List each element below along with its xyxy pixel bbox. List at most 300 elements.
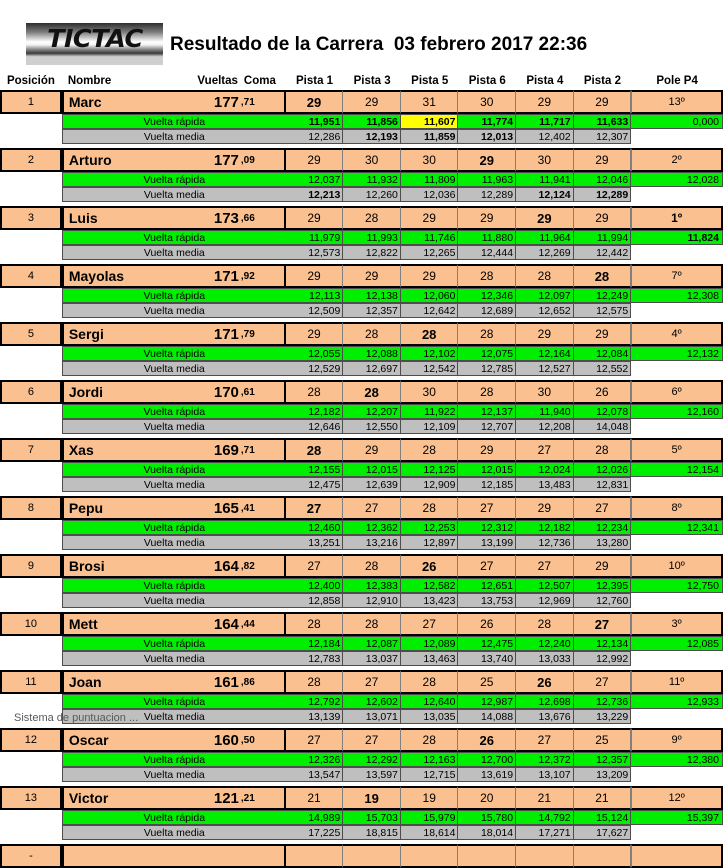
- fastest-lap-pole-cell: 12,308: [631, 288, 723, 303]
- fastest-lap-cell: 12,507: [516, 578, 574, 593]
- track-laps-cell: 28: [458, 380, 516, 404]
- fastest-lap-cell: 11,880: [458, 230, 516, 245]
- fastest-lap-cell: 12,024: [516, 462, 574, 477]
- laps-cell: 171: [176, 264, 240, 288]
- fastest-lap-label: Vuelta rápida: [62, 520, 286, 535]
- average-lap-row: [0, 245, 723, 260]
- average-lap-pole-cell: [631, 825, 723, 840]
- track-laps-cell: 20: [458, 786, 516, 810]
- average-lap-cell: 12,509: [286, 303, 344, 318]
- average-lap-cell: 12,785: [458, 361, 516, 376]
- track-laps-cell: 31: [401, 90, 459, 114]
- track-laps-cell: 30: [458, 90, 516, 114]
- fastest-lap-row: [0, 404, 723, 419]
- average-lap-row: [0, 651, 723, 666]
- laps-cell: 161: [176, 670, 240, 694]
- average-lap-cell: 17,627: [574, 825, 632, 840]
- fastest-lap-label: Vuelta rápida: [62, 462, 286, 477]
- average-lap-cell: 12,689: [458, 303, 516, 318]
- average-lap-cell: 12,475: [286, 477, 344, 492]
- track-laps-cell: 29: [458, 148, 516, 172]
- fastest-lap-cell: 12,155: [286, 462, 344, 477]
- fastest-lap-cell: 11,979: [286, 230, 344, 245]
- average-lap-cell: 12,652: [516, 303, 574, 318]
- track-laps-cell: 28: [574, 264, 632, 288]
- average-lap-cell: 12,527: [516, 361, 574, 376]
- fastest-lap-cell: 11,941: [516, 172, 574, 187]
- average-lap-cell: 12,642: [401, 303, 459, 318]
- fastest-lap-cell: 12,651: [458, 578, 516, 593]
- average-lap-cell: 13,619: [458, 767, 516, 782]
- track-laps-cell: 29: [574, 206, 632, 230]
- fastest-lap-label: Vuelta rápida: [62, 288, 286, 303]
- fastest-lap-cell: 14,989: [286, 810, 344, 825]
- laps-cell: 170: [176, 380, 240, 404]
- track-laps-cell: 29: [401, 264, 459, 288]
- fastest-lap-cell: 12,060: [401, 288, 459, 303]
- spacer-cell: [0, 477, 62, 492]
- average-lap-row: [0, 419, 723, 434]
- driver-name-cell: Mett: [62, 612, 176, 636]
- track-laps-cell: 28: [343, 554, 401, 578]
- coma-cell: ,66: [240, 206, 286, 230]
- fastest-lap-cell: 12,240: [516, 636, 574, 651]
- average-lap-cell: 12,442: [574, 245, 632, 260]
- driver-row[interactable]: [0, 90, 723, 114]
- average-lap-row: [0, 361, 723, 376]
- average-lap-pole-cell: [631, 245, 723, 260]
- driver-row[interactable]: [0, 380, 723, 404]
- coma-cell: ,61: [240, 380, 286, 404]
- fastest-lap-cell: 11,993: [343, 230, 401, 245]
- track-laps-cell: 30: [516, 148, 574, 172]
- fastest-lap-pole-cell: 12,380: [631, 752, 723, 767]
- spacer-cell: [0, 303, 62, 318]
- track-laps-cell: 25: [458, 670, 516, 694]
- driver-row[interactable]: [0, 148, 723, 172]
- track-laps-cell: 29: [574, 148, 632, 172]
- average-lap-cell: 12,831: [574, 477, 632, 492]
- fastest-lap-row: [0, 462, 723, 477]
- footer-text: Sistema de puntuacion ...: [14, 712, 139, 724]
- average-lap-cell: 12,286: [286, 129, 344, 144]
- track-laps-cell: 28: [458, 264, 516, 288]
- fastest-lap-cell: 12,207: [343, 404, 401, 419]
- laps-cell: 173: [176, 206, 240, 230]
- spacer-cell: [0, 230, 62, 245]
- fastest-lap-cell: 12,113: [286, 288, 344, 303]
- fastest-lap-label: Vuelta rápida: [62, 230, 286, 245]
- average-lap-row: [0, 303, 723, 318]
- average-lap-cell: 14,088: [458, 709, 516, 724]
- logo-text: TICTAC: [46, 24, 143, 53]
- average-lap-pole-cell: [631, 593, 723, 608]
- fastest-lap-label: Vuelta rápida: [62, 752, 286, 767]
- track-laps-cell: 26: [401, 554, 459, 578]
- driver-name-cell: Jordi: [62, 380, 176, 404]
- spacer-cell: [0, 288, 62, 303]
- driver-row[interactable]: [0, 206, 723, 230]
- track-laps-cell: 29: [343, 90, 401, 114]
- fastest-lap-cell: 12,182: [286, 404, 344, 419]
- column-header-posicion: Posición: [0, 72, 62, 90]
- fastest-lap-cell: 12,372: [516, 752, 574, 767]
- track-laps-cell: 30: [343, 148, 401, 172]
- coma-cell: ,44: [240, 612, 286, 636]
- average-lap-cell: 12,992: [574, 651, 632, 666]
- average-lap-cell: 12,269: [516, 245, 574, 260]
- coma-cell: ,09: [240, 148, 286, 172]
- fastest-lap-pole-cell: 0,000: [631, 114, 723, 129]
- driver-row[interactable]: [0, 670, 723, 694]
- average-lap-cell: 12,736: [516, 535, 574, 550]
- fastest-lap-cell: 12,184: [286, 636, 344, 651]
- track-laps-cell: 28: [401, 496, 459, 520]
- driver-name-cell: Joan: [62, 670, 176, 694]
- fastest-lap-pole-cell: 12,933: [631, 694, 723, 709]
- position-cell: -: [0, 844, 62, 868]
- spacer-cell: [0, 346, 62, 361]
- fastest-lap-cell: 12,395: [574, 578, 632, 593]
- spacer-cell: [0, 419, 62, 434]
- fastest-lap-cell: 12,383: [343, 578, 401, 593]
- laps-cell: 177: [176, 148, 240, 172]
- fastest-lap-row: [0, 810, 723, 825]
- fastest-lap-cell: 11,922: [401, 404, 459, 419]
- fastest-lap-cell: 12,125: [401, 462, 459, 477]
- average-lap-cell: 12,715: [401, 767, 459, 782]
- position-cell: 3: [0, 206, 62, 230]
- track-laps-cell: 28: [401, 670, 459, 694]
- average-lap-cell: 12,124: [516, 187, 574, 202]
- fastest-lap-pole-cell: 12,160: [631, 404, 723, 419]
- fastest-lap-label: Vuelta rápida: [62, 404, 286, 419]
- track-laps-cell: 30: [516, 380, 574, 404]
- average-lap-row: [0, 477, 723, 492]
- average-lap-cell: 12,402: [516, 129, 574, 144]
- track-laps-cell: 26: [458, 728, 516, 752]
- driver-row[interactable]: [0, 612, 723, 636]
- track-laps-cell: 28: [286, 612, 344, 636]
- coma-cell: ,79: [240, 322, 286, 346]
- fastest-lap-row: [0, 694, 723, 709]
- column-header-pista-3: Pista 5: [401, 72, 459, 90]
- spacer-cell: [0, 172, 62, 187]
- average-lap-cell: 18,014: [458, 825, 516, 840]
- fastest-lap-cell: 12,078: [574, 404, 632, 419]
- fastest-lap-cell: 12,134: [574, 636, 632, 651]
- average-lap-cell: 12,969: [516, 593, 574, 608]
- fastest-lap-pole-cell: 12,750: [631, 578, 723, 593]
- laps-cell: 164: [176, 554, 240, 578]
- coma-cell: ,41: [240, 496, 286, 520]
- track-laps-cell: 29: [286, 322, 344, 346]
- fastest-lap-cell: 12,460: [286, 520, 344, 535]
- track-laps-cell: 29: [516, 496, 574, 520]
- fastest-lap-cell: 12,182: [516, 520, 574, 535]
- fastest-lap-cell: 12,700: [458, 752, 516, 767]
- average-lap-cell: 12,036: [401, 187, 459, 202]
- track-laps-cell: 28: [343, 612, 401, 636]
- laps-cell: 121: [176, 786, 240, 810]
- track-laps-cell: 29: [286, 264, 344, 288]
- position-cell: 6: [0, 380, 62, 404]
- track-laps-cell: [286, 844, 344, 868]
- track-laps-cell: 27: [516, 554, 574, 578]
- average-lap-cell: 13,107: [516, 767, 574, 782]
- driver-name-cell: Brosi: [62, 554, 176, 578]
- fastest-lap-cell: 14,792: [516, 810, 574, 825]
- laps-cell: 165: [176, 496, 240, 520]
- fastest-lap-row: [0, 752, 723, 767]
- column-header-pista-1: Pista 1: [286, 72, 344, 90]
- spacer-cell: [0, 404, 62, 419]
- average-lap-cell: 12,529: [286, 361, 344, 376]
- fastest-lap-row: [0, 230, 723, 245]
- average-lap-cell: 13,139: [286, 709, 344, 724]
- track-laps-cell: 21: [516, 786, 574, 810]
- average-lap-label: Vuelta media: [62, 651, 286, 666]
- spacer-cell: [0, 129, 62, 144]
- driver-name-cell: Mayolas: [62, 264, 176, 288]
- average-lap-cell: 12,289: [574, 187, 632, 202]
- track-laps-cell: 27: [286, 728, 344, 752]
- average-lap-cell: 18,614: [401, 825, 459, 840]
- average-lap-cell: 12,910: [343, 593, 401, 608]
- fastest-lap-cell: 12,137: [458, 404, 516, 419]
- fastest-lap-cell: 15,979: [401, 810, 459, 825]
- coma-cell: ,21: [240, 786, 286, 810]
- average-lap-cell: 13,740: [458, 651, 516, 666]
- track-laps-cell: 25: [574, 728, 632, 752]
- average-lap-cell: 12,289: [458, 187, 516, 202]
- driver-name-cell: Oscar: [62, 728, 176, 752]
- fastest-lap-cell: 15,780: [458, 810, 516, 825]
- average-lap-row: [0, 129, 723, 144]
- average-lap-cell: 13,216: [343, 535, 401, 550]
- laps-cell: 164: [176, 612, 240, 636]
- fastest-lap-cell: 11,932: [343, 172, 401, 187]
- average-lap-cell: 12,783: [286, 651, 344, 666]
- average-lap-pole-cell: [631, 361, 723, 376]
- fastest-lap-cell: 12,163: [401, 752, 459, 767]
- fastest-lap-label: Vuelta rápida: [62, 636, 286, 651]
- fastest-lap-cell: 12,249: [574, 288, 632, 303]
- fastest-lap-cell: 12,312: [458, 520, 516, 535]
- pole-cell: 11º: [631, 670, 723, 694]
- average-lap-cell: 13,463: [401, 651, 459, 666]
- average-lap-cell: 13,037: [343, 651, 401, 666]
- fastest-lap-cell: 12,084: [574, 346, 632, 361]
- fastest-lap-cell: 11,994: [574, 230, 632, 245]
- driver-row[interactable]: [0, 438, 723, 462]
- track-laps-cell: 29: [516, 322, 574, 346]
- track-laps-cell: 27: [516, 438, 574, 462]
- fastest-lap-cell: 11,746: [401, 230, 459, 245]
- average-lap-cell: 12,444: [458, 245, 516, 260]
- fastest-lap-row: [0, 114, 723, 129]
- average-lap-cell: 13,483: [516, 477, 574, 492]
- average-lap-label: Vuelta media: [62, 825, 286, 840]
- track-laps-cell: 30: [401, 148, 459, 172]
- fastest-lap-cell: 12,736: [574, 694, 632, 709]
- pole-cell: 9º: [631, 728, 723, 752]
- spacer-cell: [0, 535, 62, 550]
- driver-row[interactable]: [0, 554, 723, 578]
- average-lap-pole-cell: [631, 187, 723, 202]
- average-lap-label: Vuelta media: [62, 767, 286, 782]
- track-laps-cell: 27: [574, 612, 632, 636]
- track-laps-cell: 27: [343, 496, 401, 520]
- position-cell: 11: [0, 670, 62, 694]
- fastest-lap-cell: 11,809: [401, 172, 459, 187]
- average-lap-cell: 13,423: [401, 593, 459, 608]
- fastest-lap-cell: 12,037: [286, 172, 344, 187]
- track-laps-cell: 29: [286, 90, 344, 114]
- fastest-lap-cell: 11,717: [516, 114, 574, 129]
- fastest-lap-cell: 12,138: [343, 288, 401, 303]
- fastest-lap-cell: 12,475: [458, 636, 516, 651]
- fastest-lap-pole-cell: 15,397: [631, 810, 723, 825]
- laps-cell: 160: [176, 728, 240, 752]
- track-laps-cell: 19: [343, 786, 401, 810]
- spacer-cell: [0, 462, 62, 477]
- fastest-lap-cell: 12,253: [401, 520, 459, 535]
- laps-cell: 169: [176, 438, 240, 462]
- average-lap-row: [0, 187, 723, 202]
- average-lap-cell: 13,597: [343, 767, 401, 782]
- pole-cell: 5º: [631, 438, 723, 462]
- column-header-pista-6: Pista 2: [574, 72, 632, 90]
- track-laps-cell: 28: [343, 322, 401, 346]
- average-lap-cell: 13,199: [458, 535, 516, 550]
- average-lap-label: Vuelta media: [62, 129, 286, 144]
- fastest-lap-cell: 12,698: [516, 694, 574, 709]
- average-lap-cell: 18,815: [343, 825, 401, 840]
- pole-cell: 2º: [631, 148, 723, 172]
- driver-name-cell: Pepu: [62, 496, 176, 520]
- track-laps-cell: 29: [516, 90, 574, 114]
- track-laps-cell: 26: [516, 670, 574, 694]
- column-header-pista-2: Pista 3: [343, 72, 401, 90]
- track-laps-cell: [458, 844, 516, 868]
- average-lap-pole-cell: [631, 419, 723, 434]
- coma-cell: ,71: [240, 90, 286, 114]
- driver-name-cell: Victor: [62, 786, 176, 810]
- average-lap-label: Vuelta media: [62, 303, 286, 318]
- driver-row[interactable]: [0, 786, 723, 810]
- column-header-pista-4: Pista 6: [458, 72, 516, 90]
- position-cell: 8: [0, 496, 62, 520]
- track-laps-cell: 27: [343, 728, 401, 752]
- average-lap-cell: 12,858: [286, 593, 344, 608]
- laps-cell: [176, 844, 240, 868]
- driver-row[interactable]: [0, 496, 723, 520]
- column-header-coma: Coma: [240, 72, 286, 90]
- track-laps-cell: 28: [401, 322, 459, 346]
- average-lap-cell: 13,547: [286, 767, 344, 782]
- driver-row[interactable]: [0, 264, 723, 288]
- coma-cell: ,50: [240, 728, 286, 752]
- race-results-table: [0, 72, 723, 868]
- average-lap-label: Vuelta media: [62, 187, 286, 202]
- fastest-lap-pole-cell: 12,028: [631, 172, 723, 187]
- spacer-cell: [0, 593, 62, 608]
- track-laps-cell: 29: [458, 438, 516, 462]
- track-laps-cell: 29: [458, 206, 516, 230]
- driver-name-cell: Sergi: [62, 322, 176, 346]
- average-lap-cell: 12,208: [516, 419, 574, 434]
- track-laps-cell: 21: [286, 786, 344, 810]
- fastest-lap-cell: 12,582: [401, 578, 459, 593]
- spacer-cell: [0, 825, 62, 840]
- average-lap-cell: 13,071: [343, 709, 401, 724]
- fastest-lap-label: Vuelta rápida: [62, 114, 286, 129]
- spacer-cell: [0, 651, 62, 666]
- position-cell: 2: [0, 148, 62, 172]
- fastest-lap-cell: 12,087: [343, 636, 401, 651]
- track-laps-cell: [343, 844, 401, 868]
- average-lap-cell: 12,707: [458, 419, 516, 434]
- track-laps-cell: 28: [286, 438, 344, 462]
- fastest-lap-label: Vuelta rápida: [62, 172, 286, 187]
- fastest-lap-cell: 12,055: [286, 346, 344, 361]
- column-header-vueltas: Vueltas: [176, 72, 240, 90]
- spacer-cell: [0, 187, 62, 202]
- laps-cell: 171: [176, 322, 240, 346]
- fastest-lap-cell: 11,940: [516, 404, 574, 419]
- spacer-cell: [0, 810, 62, 825]
- driver-row[interactable]: [0, 728, 723, 752]
- average-lap-label: Vuelta media: [62, 419, 286, 434]
- driver-name-cell: Xas: [62, 438, 176, 462]
- fastest-lap-pole-cell: 11,824: [631, 230, 723, 245]
- fastest-lap-row: [0, 520, 723, 535]
- fastest-lap-cell: 12,987: [458, 694, 516, 709]
- fastest-lap-cell: 12,602: [343, 694, 401, 709]
- fastest-lap-cell: 11,774: [458, 114, 516, 129]
- column-header-pole: Pole P4: [631, 72, 723, 90]
- fastest-lap-cell: 12,292: [343, 752, 401, 767]
- spacer-cell: [0, 578, 62, 593]
- average-lap-cell: 13,251: [286, 535, 344, 550]
- fastest-lap-label: Vuelta rápida: [62, 810, 286, 825]
- average-lap-cell: 12,109: [401, 419, 459, 434]
- average-lap-cell: 12,639: [343, 477, 401, 492]
- average-lap-cell: 13,753: [458, 593, 516, 608]
- fastest-lap-cell: 15,703: [343, 810, 401, 825]
- average-lap-cell: 12,260: [343, 187, 401, 202]
- track-laps-cell: 28: [574, 438, 632, 462]
- average-lap-cell: 12,575: [574, 303, 632, 318]
- average-lap-label: Vuelta media: [62, 709, 286, 724]
- fastest-lap-row: [0, 172, 723, 187]
- average-lap-label: Vuelta media: [62, 535, 286, 550]
- average-lap-cell: 12,550: [343, 419, 401, 434]
- spacer-cell: [0, 245, 62, 260]
- coma-cell: [240, 844, 286, 868]
- track-laps-cell: 29: [574, 554, 632, 578]
- fastest-lap-cell: 12,026: [574, 462, 632, 477]
- track-laps-cell: 27: [343, 670, 401, 694]
- column-header-pista-5: Pista 4: [516, 72, 574, 90]
- average-lap-cell: 12,307: [574, 129, 632, 144]
- driver-row[interactable]: [0, 322, 723, 346]
- position-cell: 5: [0, 322, 62, 346]
- average-lap-label: Vuelta media: [62, 593, 286, 608]
- average-lap-pole-cell: [631, 651, 723, 666]
- track-laps-cell: 28: [516, 264, 574, 288]
